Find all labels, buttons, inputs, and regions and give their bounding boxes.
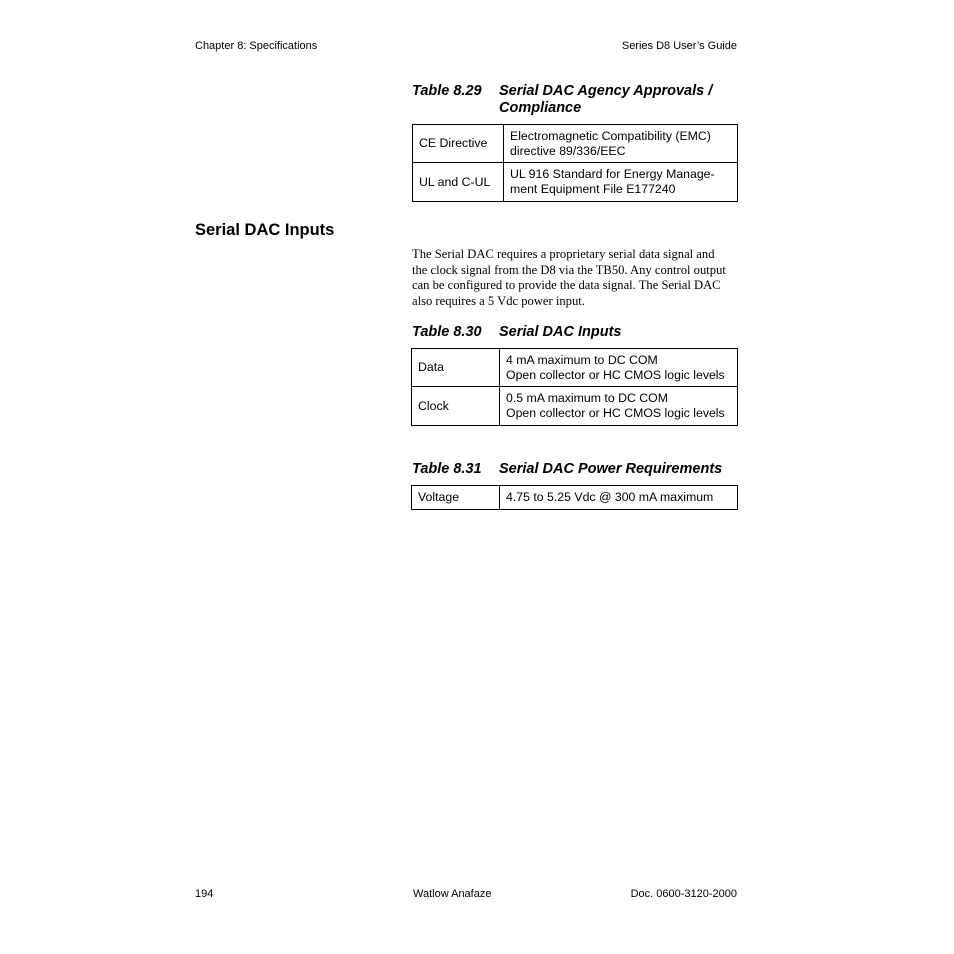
table-title-line: Compliance <box>499 100 582 116</box>
table-cell-value: 4.75 to 5.25 Vdc @ 300 mA maximum <box>500 486 738 510</box>
table-title: Serial DAC Inputs <box>499 324 622 340</box>
cell-line: 4 mA maximum to DC COM <box>506 352 658 367</box>
table-8-30 <box>411 348 738 426</box>
table-8-29 <box>412 124 738 202</box>
cell-line: Open collector or HC CMOS logic levels <box>506 406 725 420</box>
table-cell-label: UL and C-UL <box>413 163 504 202</box>
cell-line: 0.5 mA maximum to DC COM <box>506 391 668 405</box>
paragraph-line: can be configured to provide the data signal. The Serial DAC <box>412 278 721 292</box>
cell-line: directive 89/336/EEC <box>510 143 626 158</box>
cell-line: UL 916 Standard for Energy Manage- <box>510 167 715 181</box>
header-guide-title: Series D8 User’s Guide <box>621 40 737 52</box>
cell-line: ment Equipment File E177240 <box>510 182 676 196</box>
section-heading: Serial DAC Inputs <box>195 221 335 239</box>
table-8-31-title <box>412 461 742 478</box>
cell-line: Electromagnetic Compatibility (EMC) <box>510 128 711 143</box>
table-number: Table 8.29 <box>412 83 482 99</box>
table-cell-value <box>500 349 738 387</box>
table-row <box>413 125 738 163</box>
footer-doc-number: Doc. 0600-3120-2000 <box>630 888 737 900</box>
table-cell-value <box>500 387 738 426</box>
table-cell-label: Clock <box>412 387 500 426</box>
table-cell-label: Voltage <box>412 486 500 510</box>
table-cell-value <box>504 163 738 202</box>
footer-company: Watlow Anafaze <box>413 888 492 900</box>
table-row <box>412 349 738 387</box>
table-title <box>499 83 739 117</box>
table-cell-label: CE Directive <box>413 125 504 163</box>
paragraph-line: The Serial DAC requires a proprietary serial data signal and <box>412 247 715 261</box>
paragraph-line: also requires a 5 Vdc power input. <box>412 293 585 308</box>
table-row <box>412 486 738 510</box>
section-paragraph <box>412 247 747 309</box>
footer-page-number: 194 <box>195 888 214 900</box>
table-title-line: Serial DAC Agency Approvals / <box>499 83 713 99</box>
table-number: Table 8.31 <box>412 461 482 477</box>
table-row <box>412 387 738 426</box>
table-row <box>413 163 738 202</box>
table-8-29-title <box>412 83 742 117</box>
table-title: Serial DAC Power Requirements <box>499 461 723 477</box>
table-number: Table 8.30 <box>412 324 482 340</box>
table-cell-value <box>504 125 738 163</box>
table-8-30-title <box>412 324 742 341</box>
table-8-31 <box>411 485 738 510</box>
header-chapter: Chapter 8: Specifications <box>195 40 318 52</box>
paragraph-line: the clock signal from the D8 via the TB50. Any control output <box>412 262 726 277</box>
table-cell-label: Data <box>412 349 500 387</box>
cell-line: Open collector or HC CMOS logic levels <box>506 367 725 382</box>
